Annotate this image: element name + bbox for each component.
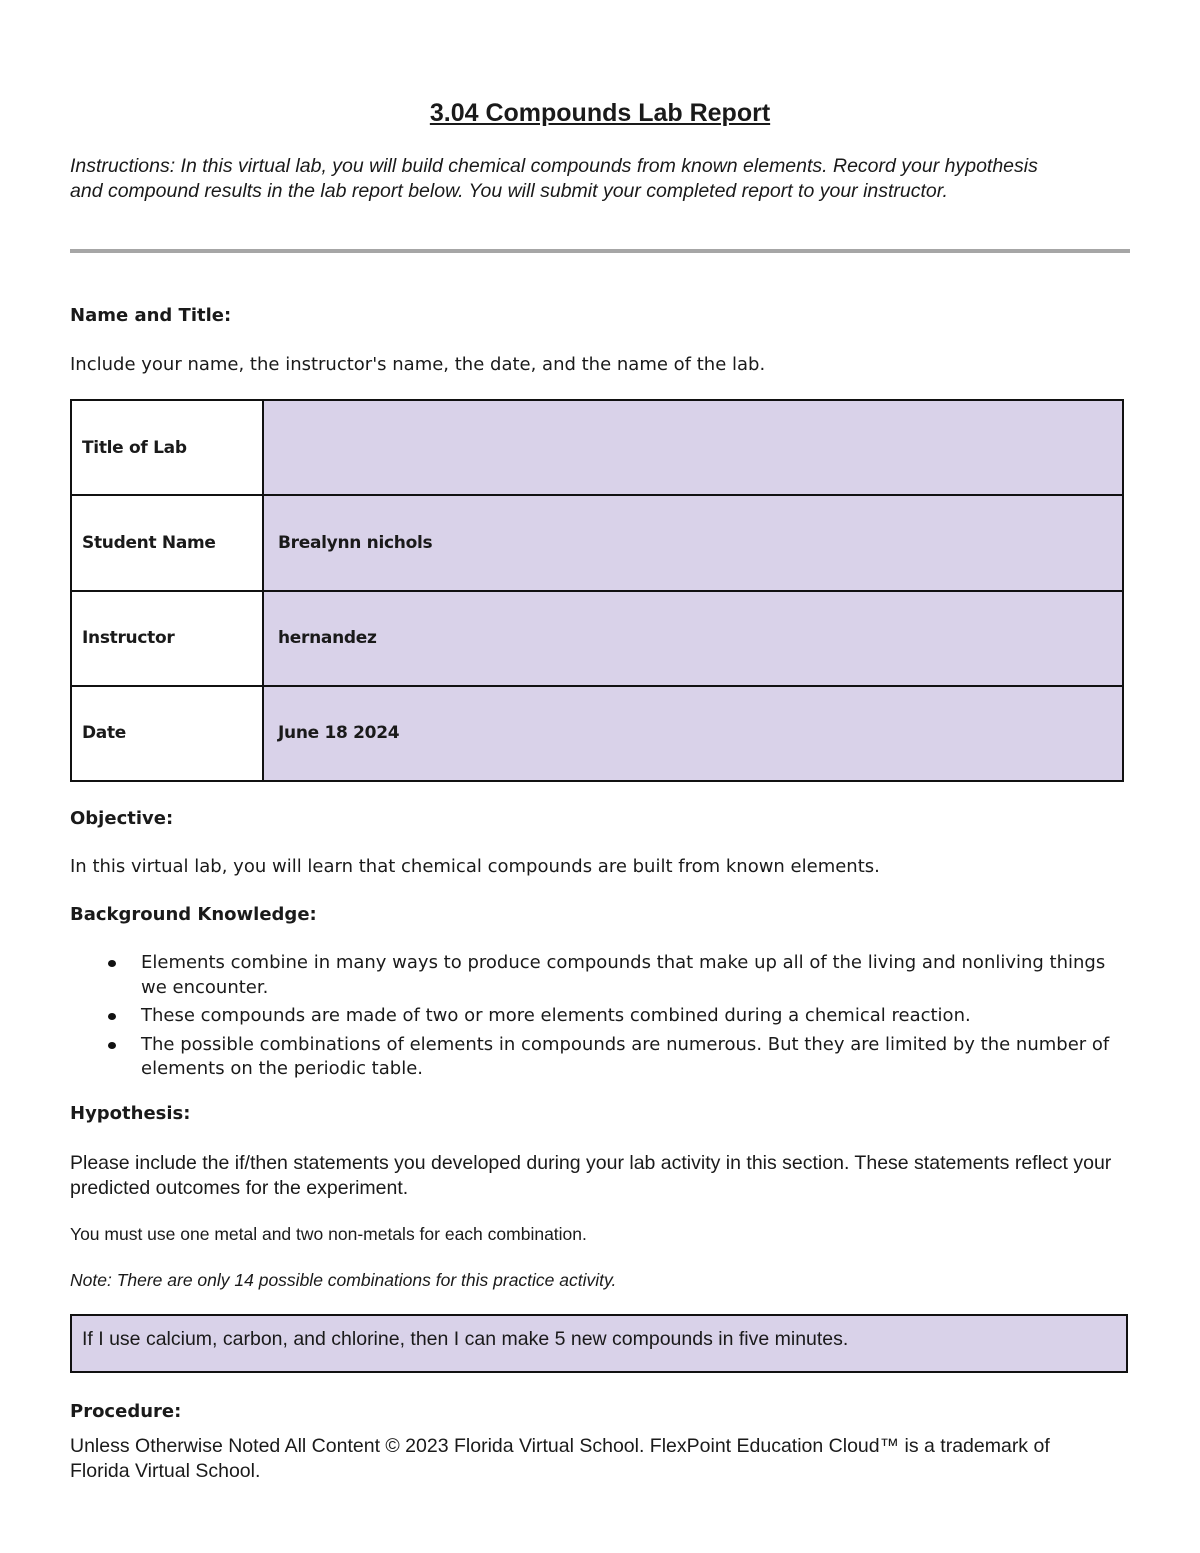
lab-info-table — [70, 399, 1124, 782]
table-row — [71, 591, 1123, 686]
table-row — [71, 495, 1123, 590]
list-item — [70, 951, 1110, 1000]
hypothesis-answer-box[interactable]: If I use calcium, carbon, and chlorine, then I can make 5 new compounds in five minutes. — [70, 1314, 1128, 1373]
hypothesis-text: Please include the if/then statements you developed during your lab activity in this section. These statements reflect your predicted outcomes for the experiment. — [70, 1152, 1112, 1199]
bullet-icon — [108, 960, 116, 967]
procedure-heading: Procedure: — [70, 1401, 182, 1422]
list-item — [70, 1004, 1110, 1029]
document-title: 3.04 Compounds Lab Report — [429, 99, 771, 127]
row-label: Student Name — [71, 495, 263, 590]
table-row — [71, 686, 1123, 781]
row-label: Date — [71, 686, 263, 781]
copyright-footer: Unless Otherwise Noted All Content © 2023 Florida Virtual School. FlexPoint Education Cloud™ is a trademark of Florida Virtual School. — [70, 1435, 1050, 1482]
row-label: Instructor — [71, 591, 263, 686]
horizontal-divider — [70, 249, 1130, 253]
hypothesis-rule-text: You must use one metal and two non-metals for each combination. — [70, 1224, 587, 1244]
bullet-icon — [108, 1013, 116, 1020]
table-row — [71, 400, 1123, 495]
instructions-text: Instructions: In this virtual lab, you will build chemical compounds from known elements. Record your hypothesis and compound results in the lab report below. You will submit your completed report to your instructor. — [70, 155, 1038, 202]
date-field[interactable]: June 18 2024 — [263, 686, 1123, 781]
instructor-field[interactable]: hernandez — [263, 591, 1123, 686]
bullet-text: These compounds are made of two or more elements combined during a chemical reaction. — [141, 1005, 971, 1026]
student-name-field[interactable]: Brealynn nichols — [263, 495, 1123, 590]
objective-text: In this virtual lab, you will learn that chemical compounds are built from known elements. — [70, 856, 880, 877]
bullet-text: Elements combine in many ways to produce compounds that make up all of the living and nonliving things we encounter. — [141, 952, 1106, 998]
list-item — [70, 1033, 1110, 1082]
name-and-title-text: Include your name, the instructor's name, the date, and the name of the lab. — [70, 354, 766, 375]
background-heading: Background Knowledge: — [70, 904, 317, 925]
hypothesis-heading: Hypothesis: — [70, 1103, 191, 1124]
row-label: Title of Lab — [71, 400, 263, 495]
bullet-text: The possible combinations of elements in compounds are numerous. But they are limited by the number of elements on the periodic table. — [141, 1033, 1110, 1079]
objective-heading: Objective: — [70, 808, 174, 829]
hypothesis-note-text: Note: There are only 14 possible combinations for this practice activity. — [70, 1270, 617, 1290]
name-and-title-heading: Name and Title: — [70, 305, 232, 326]
bullet-icon — [108, 1042, 116, 1049]
background-bullet-list — [70, 951, 1110, 1086]
title-of-lab-field[interactable] — [263, 400, 1123, 495]
